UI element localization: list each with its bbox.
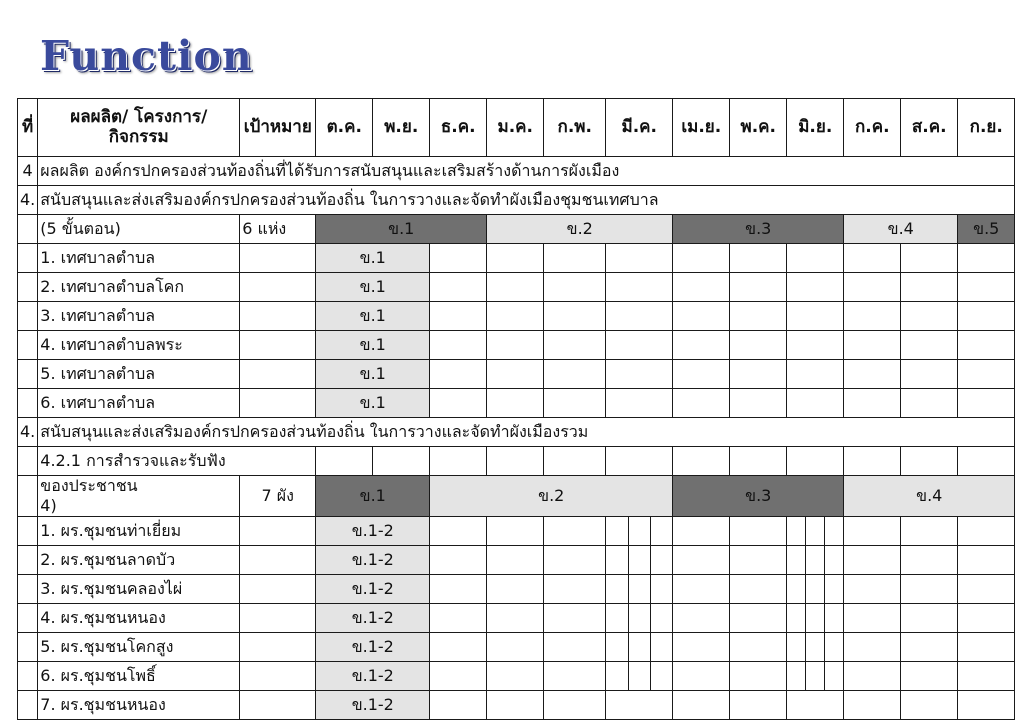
table-row: [18, 302, 1015, 331]
header-month: ก.ค.: [844, 99, 901, 157]
item-name: 1. เทศบาลตำบล: [38, 244, 240, 273]
section-text: ผลผลิต องค์กรปกครองส่วนท้องถิ่นที่ได้รับการสนับสนุนและเสริมสร้างด้านการผังเมือง: [38, 157, 1015, 186]
table-row: [18, 244, 1015, 273]
table-row: [18, 546, 1015, 575]
target-value: 6 แห่ง: [240, 215, 316, 244]
item-name: 2. ผร.ชุมชนลาดบัว: [38, 546, 240, 575]
header-month: ธ.ค.: [430, 99, 487, 157]
table-row: [18, 360, 1015, 389]
header-month: ก.พ.: [544, 99, 606, 157]
table-row: [18, 575, 1015, 604]
activity-label: 4.2.1 การสำรวจและรับฟัง: [38, 447, 316, 476]
item-name: 5. ผร.ชุมชนโคกสูง: [38, 633, 240, 662]
item-name: 3. เทศบาลตำบล: [38, 302, 240, 331]
header-month: พ.ย.: [373, 99, 430, 157]
table-row: [18, 604, 1015, 633]
header-product: ผลผลิต/ โครงการ/กิจกรรม: [38, 99, 240, 157]
phase-bar: ข.5: [958, 215, 1015, 244]
item-phase: ข.1: [316, 360, 430, 389]
phase-row: [18, 215, 1015, 244]
item-phase: ข.1: [316, 331, 430, 360]
item-phase: ข.1: [316, 244, 430, 273]
page-title: Function: [40, 32, 253, 80]
item-phase: ข.1-2: [316, 691, 430, 720]
activity-row: [18, 447, 1015, 476]
subsection-no: 4.: [18, 186, 38, 215]
item-name: 5. เทศบาลตำบล: [38, 360, 240, 389]
phase-bar: ข.1: [316, 215, 487, 244]
phase-bar: ข.3: [673, 476, 844, 517]
table-row: [18, 273, 1015, 302]
phase-bar: ข.2: [487, 215, 673, 244]
section-no: 4: [18, 157, 38, 186]
table-row: [18, 691, 1015, 720]
section-row: [18, 157, 1015, 186]
work-plan-table: [17, 98, 1015, 720]
phase-bar: ข.1: [316, 476, 430, 517]
phase-bar: ข.4: [844, 215, 958, 244]
item-phase: ข.1-2: [316, 633, 430, 662]
table-row: [18, 517, 1015, 546]
item-phase: ข.1: [316, 273, 430, 302]
item-phase: ข.1: [316, 389, 430, 418]
item-phase: ข.1-2: [316, 517, 430, 546]
header-month: ส.ค.: [901, 99, 958, 157]
steps-label: (5 ขั้นตอน): [38, 215, 240, 244]
table-row: [18, 633, 1015, 662]
target-value: 7 ผัง: [240, 476, 316, 517]
header-row: [18, 99, 1015, 157]
subsection-row: [18, 418, 1015, 447]
item-name: 4. เทศบาลตำบลพระ: [38, 331, 240, 360]
phase-bar: ข.4: [844, 476, 1015, 517]
item-name: 2. เทศบาลตำบลโคก: [38, 273, 240, 302]
item-name: 1. ผร.ชุมชนท่าเยี่ยม: [38, 517, 240, 546]
item-phase: ข.1: [316, 302, 430, 331]
table-row: [18, 389, 1015, 418]
table-row: [18, 331, 1015, 360]
subsection-text: สนับสนุนและส่งเสริมองค์กรปกครองส่วนท้องถิ่น ในการวางและจัดทำผังเมืองรวม: [38, 418, 1015, 447]
header-target: เป้าหมาย: [240, 99, 316, 157]
activity-cont: ของประชาชน 4): [38, 476, 240, 517]
item-name: 6. เทศบาลตำบล: [38, 389, 240, 418]
phase-bar: ข.3: [673, 215, 844, 244]
table-row: [18, 662, 1015, 691]
subsection-text: สนับสนุนและส่งเสริมองค์กรปกครองส่วนท้องถิ่น ในการวางและจัดทำผังเมืองชุมชนเทศบาล: [38, 186, 1015, 215]
header-month: ต.ค.: [316, 99, 373, 157]
item-name: 6. ผร.ชุมชนโพธิ์: [38, 662, 240, 691]
header-month: มิ.ย.: [787, 99, 844, 157]
header-month: ก.ย.: [958, 99, 1015, 157]
item-phase: ข.1-2: [316, 604, 430, 633]
header-month: พ.ค.: [730, 99, 787, 157]
phase-row: [18, 476, 1015, 517]
item-phase: ข.1-2: [316, 575, 430, 604]
header-month: มี.ค.: [606, 99, 673, 157]
header-month: เม.ย.: [673, 99, 730, 157]
item-name: 7. ผร.ชุมชนหนอง: [38, 691, 240, 720]
item-phase: ข.1-2: [316, 662, 430, 691]
header-no: ที่: [18, 99, 38, 157]
phase-bar: ข.2: [430, 476, 673, 517]
subsection-row: [18, 186, 1015, 215]
item-phase: ข.1-2: [316, 546, 430, 575]
item-name: 3. ผร.ชุมชนคลองไผ่: [38, 575, 240, 604]
header-month: ม.ค.: [487, 99, 544, 157]
subsection-no: 4.: [18, 418, 38, 447]
item-name: 4. ผร.ชุมชนหนอง: [38, 604, 240, 633]
